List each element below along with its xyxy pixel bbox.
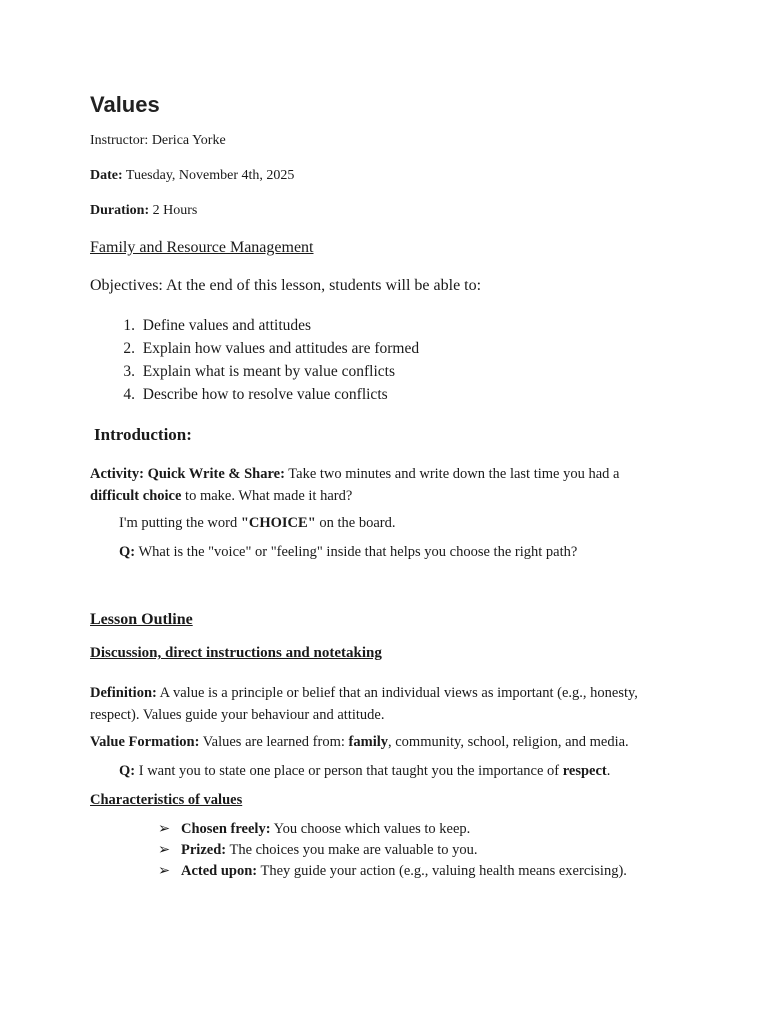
question-text: What is the "voice" or "feeling" inside that helps you choose the right path? (135, 544, 578, 560)
characteristic-text: The choices you make are valuable to you. (226, 842, 478, 858)
choice-line (119, 515, 395, 532)
activity-bold: difficult choice (90, 488, 182, 504)
formation-bold: family (348, 734, 388, 750)
characteristic-text: You choose which values to keep. (270, 821, 471, 837)
question-bold: respect (562, 763, 607, 779)
question-end: . (606, 763, 611, 779)
characteristic-item (158, 819, 627, 840)
characteristic-label: Prized: (181, 842, 227, 858)
date-value: Tuesday, November 4th, 2025 (122, 168, 295, 183)
characteristic-item (158, 840, 627, 861)
characteristic-item (158, 861, 627, 882)
document-title: Values (90, 92, 160, 117)
question-text: I want you to state one place or person that taught you the importance of (135, 763, 563, 779)
objective-number: 1. (123, 317, 135, 334)
definition-label: Definition: (90, 685, 157, 701)
duration-line (90, 203, 197, 219)
activity-text-end: to make. What made it hard? (181, 488, 353, 504)
formation-line (90, 734, 629, 751)
formation-text-end: , community, school, religion, and media. (388, 734, 629, 750)
formation-text: Values are learned from: (199, 734, 349, 750)
definition-paragraph (90, 682, 670, 726)
objective-number: 3. (123, 363, 135, 380)
activity-paragraph (90, 463, 670, 507)
duration-label: Duration: (90, 203, 150, 218)
choice-post: on the board. (315, 515, 396, 531)
objective-text: Explain how values and attitudes are formed (142, 340, 420, 357)
objectives-list (90, 314, 419, 406)
question-label: Q: (119, 544, 136, 560)
characteristics-heading: Characteristics of values (90, 792, 243, 808)
characteristic-label: Chosen freely: (181, 821, 271, 837)
objective-item (90, 337, 419, 360)
objective-item (90, 360, 419, 383)
discussion-heading: Discussion, direct instructions and notetaking (90, 645, 382, 661)
introduction-heading: Introduction: (94, 425, 192, 444)
characteristic-label: Acted upon: (181, 863, 258, 879)
objective-item (90, 383, 419, 406)
lesson-question (119, 763, 610, 780)
characteristics-list (158, 819, 627, 882)
lesson-outline-heading: Lesson Outline (90, 611, 193, 628)
question-label: Q: (119, 763, 136, 779)
objective-text: Define values and attitudes (142, 317, 312, 334)
intro-question (119, 544, 577, 561)
characteristic-text: They guide your action (e.g., valuing health means exercising). (257, 863, 627, 879)
objective-item (90, 314, 419, 337)
choice-pre: I'm putting the word (119, 515, 241, 531)
arrow-bullet-icon: ➢ (158, 821, 171, 837)
arrow-bullet-icon: ➢ (158, 842, 171, 858)
objective-text: Describe how to resolve value conflicts (142, 386, 388, 403)
date-label: Date: (90, 168, 123, 183)
instructor-line: Instructor: Derica Yorke (90, 133, 226, 148)
definition-text: A value is a principle or belief that an individual views as important (e.g., honesty, respect). Values guide your behaviour and attitude. (90, 685, 638, 723)
arrow-bullet-icon: ➢ (158, 863, 171, 879)
objectives-intro: Objectives: At the end of this lesson, students will be able to: (90, 277, 482, 294)
objective-number: 2. (123, 340, 135, 357)
activity-label: Activity: Quick Write & Share: (90, 466, 285, 482)
duration-value: 2 Hours (149, 203, 198, 218)
activity-text: Take two minutes and write down the last time you had a (284, 466, 620, 482)
subject-heading: Family and Resource Management (90, 239, 314, 256)
choice-word: "CHOICE" (240, 515, 316, 531)
objective-number: 4. (123, 386, 135, 403)
formation-label: Value Formation: (90, 734, 200, 750)
date-line (90, 168, 294, 184)
objective-text: Explain what is meant by value conflicts (142, 363, 395, 380)
